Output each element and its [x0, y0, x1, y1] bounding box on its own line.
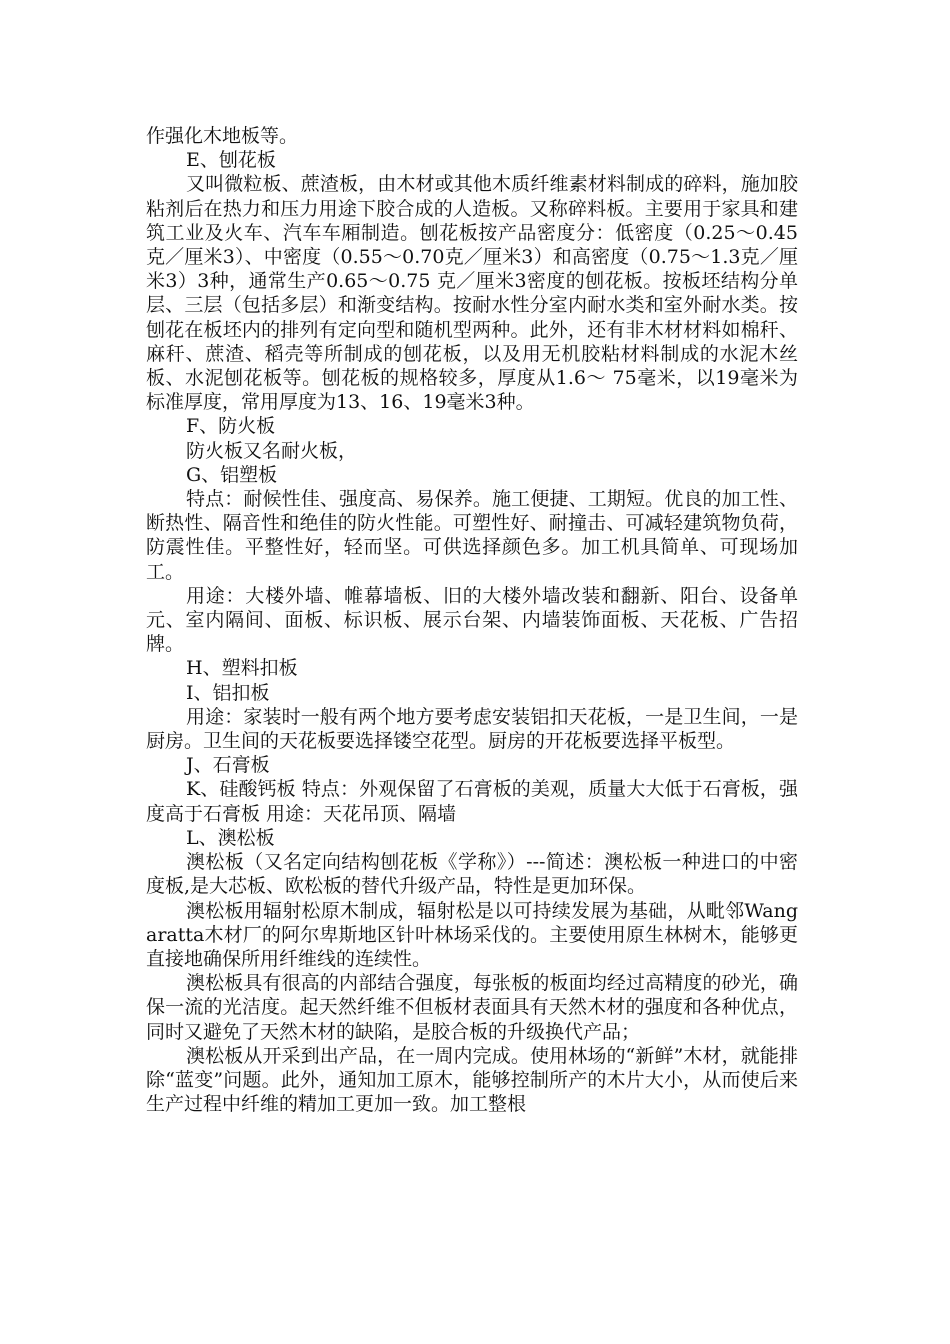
continuation-text: 作强化木地板等。 [146, 125, 299, 147]
section-heading-f: F、防火板 [186, 415, 276, 438]
section-heading-h: H、塑料扣板 [186, 657, 298, 680]
document-page [146, 124, 798, 1116]
section-heading-g: G、铝塑板 [186, 463, 278, 486]
section-heading-i: I、铝扣板 [186, 681, 270, 704]
particleboard-description: 又叫微粒板、蔗渣板，由木材或其他木质纤维素材料制成的碎料，施加胶粘剂后在热力和压力用途下胶合成的人造板。又称碎料板。主要用于家具和建筑工业及火车、汽车车厢制造。刨花板按产品密度分：低密度（0.25～0.45克／厘米3）、中密度（0.55～0.70克／厘米3）和高密度（0.75～1.3克／厘米3）3种，通常生产0.65～0.75 克／厘米3密度的刨花板。按板坯结构分单层、三层（包括多层）和渐变结构。按耐水性分室内耐水类和室外耐水类。按刨花在板坯内的排列有定向型和随机型两种。此外，还有非木材材料如棉秆、麻秆、蔗渣、稻壳等所制成的刨花板，以及用无机胶粘材料制成的水泥木丝板、水泥刨花板等。刨花板的规格较多，厚度从1.6～ 75毫米，以19毫米为标准厚度，常用厚度为13、16、19毫米3种。 [146, 173, 798, 414]
section-heading-l: L、澳松板 [186, 826, 275, 849]
aluminum-plastic-features: 特点：耐候性佳、强度高、易保养。施工便捷、工期短。优良的加工性、断热性、隔音性和绝佳的防火性能。可塑性好、耐撞击、可减轻建筑物负荷，防震性佳。平整性好，轻而坚。可供选择颜色多。加工机具简单、可现场加工。 [146, 488, 798, 583]
osb-strength: 澳松板具有很高的内部结合强度，每张板的板面均经过高精度的砂光，确保一流的光洁度。起天然纤维不但板材表面具有天然木材的强度和各种优点，同时又避免了天然木材的缺陷，是胶合板的升级换代产品； [146, 972, 798, 1043]
osb-summary: 澳松板（又名定向结构刨花板《学称》）---简述：澳松板一种进口的中密度板,是大芯板、欧松板的替代升级产品，特性是更加环保。 [146, 851, 798, 898]
section-heading-e: E、刨花板 [186, 149, 276, 172]
fireproof-board-description: 防火板又名耐火板， [186, 439, 358, 462]
osb-production: 澳松板从开采到出产品，在一周内完成。使用林场的“新鲜”木材，就能排除“蓝变”问题。此外，通知加工原木，能够控制所产的木片大小，从而使后来生产过程中纤维的精加工更加一致。加工整根 [146, 1044, 798, 1116]
osb-raw-material: 澳松板用辐射松原木制成，辐射松是以可持续发展为基础，从毗邻Wangaratta木材厂的阿尔卑斯地区针叶林场采伐的。主要使用原生林树木，能够更直接地确保所用纤维线的连续性。 [146, 899, 798, 970]
section-heading-j: J、石膏板 [186, 754, 270, 777]
aluminum-plastic-uses: 用途：大楼外墙、帷幕墙板、旧的大楼外墙改装和翻新、阳台、设备单元、室内隔间、面板、标识板、展示台架、内墙装饰面板、天花板、广告招牌。 [146, 584, 798, 656]
calcium-silicate-board-text: K、硅酸钙板 特点：外观保留了石膏板的美观，质量大大低于石膏板，强度高于石膏板 用途：天花吊顶、隔墙 [146, 778, 798, 825]
aluminum-ceiling-uses: 用途：家装时一般有两个地方要考虑安装铝扣天花板，一是卫生间，一是厨房。卫生间的天花板要选择镂空花型。厨房的开花板要选择平板型。 [146, 705, 798, 753]
